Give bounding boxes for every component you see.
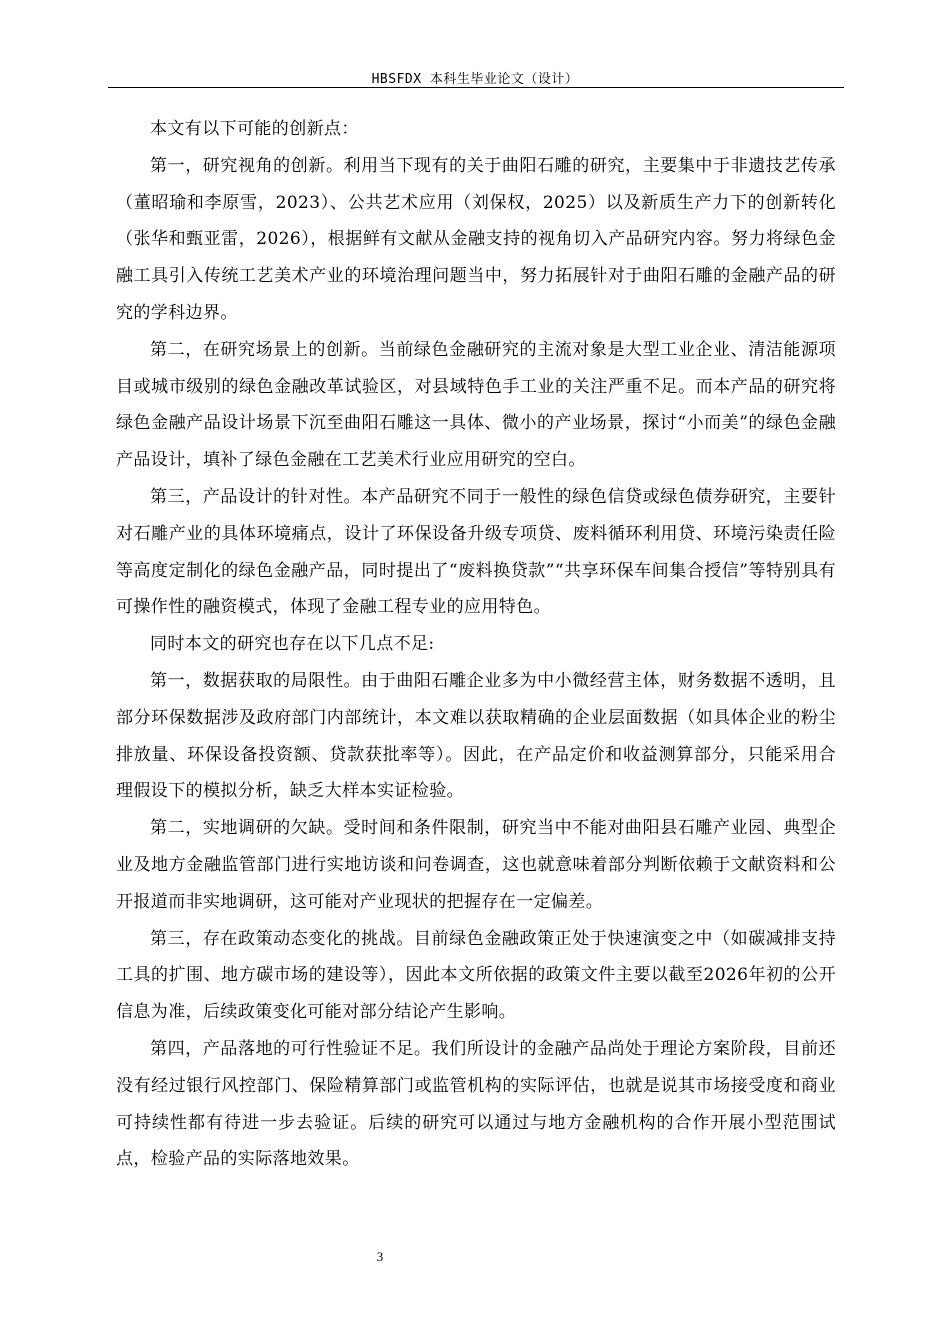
paragraph-limitations-intro: 同时本文的研究也存在以下几点不足:	[150, 634, 435, 655]
running-header: HBSFDX 本科生毕业论文（设计）	[371, 72, 579, 87]
paragraph-limitation-2: 第二，实地调研的欠缺。受时间和条件限制，研究当中不能对曲阳县石雕产业园、典型企业及地方金融监管部门进行实地访谈和问卷调查，这也就意味着部分判断依赖于文献资料和公开报道而非实地调研，这可能对产业现状的把握存在一定偏差。	[116, 818, 836, 912]
header-divider	[108, 87, 844, 88]
document-body	[116, 111, 836, 1178]
page-number: 3	[376, 1249, 384, 1264]
paragraph-innovation-1: 第一，研究视角的创新。利用当下现有的关于曲阳石雕的研究，主要集中于非遗技艺传承（董昭瑜和李原雪，2023）、公共艺术应用（刘保权，2025）以及新质生产力下的创新转化（张华和甄亚雷，2026），根据鲜有文献从金融支持的视角切入产品研究内容。努力将绿色金融工具引入传统工艺美术产业的环境治理问题当中，努力拓展针对于曲阳石雕的金融产品的研究的学科边界。	[116, 155, 836, 323]
paragraph-limitation-1: 第一，数据获取的局限性。由于曲阳石雕企业多为中小微经营主体，财务数据不透明，且部分环保数据涉及政府部门内部统计，本文难以获取精确的企业层面数据（如具体企业的粉尘排放量、环保设备投资额、贷款获批率等）。因此，在产品定价和收益测算部分，只能采用合理假设下的模拟分析，缺乏大样本实证检验。	[116, 670, 836, 802]
paragraph-innovation-2: 第二，在研究场景上的创新。当前绿色金融研究的主流对象是大型工业企业、清洁能源项目或城市级别的绿色金融改革试验区，对县域特色手工业的关注严重不足。而本产品的研究将绿色金融产品设计场景下沉至曲阳石雕这一具体、微小的产业场景，探讨“小而美”的绿色金融产品设计，填补了绿色金融在工艺美术行业应用研究的空白。	[116, 339, 836, 471]
paragraph-limitation-4: 第四，产品落地的可行性验证不足。我们所设计的金融产品尚处于理论方案阶段，目前还没有经过银行风控部门、保险精算部门或监管机构的实际评估，也就是说其市场接受度和商业可持续性都有待进一步去验证。后续的研究可以通过与地方金融机构的合作开展小型范围试点，检验产品的实际落地效果。	[116, 1038, 836, 1170]
paragraph-innovation-intro: 本文有以下可能的创新点：	[150, 119, 359, 139]
paragraph-limitation-3: 第三，存在政策动态变化的挑战。目前绿色金融政策正处于快速演变之中（如碳减排支持工具的扩围、地方碳市场的建设等），因此本文所依据的政策文件主要以截至2026年初的公开信息为准，后续政策变化可能对部分结论产生影响。	[116, 928, 836, 1023]
paragraph-innovation-3: 第三，产品设计的针对性。本产品研究不同于一般性的绿色信贷或绿色债券研究，主要针对石雕产业的具体环境痛点，设计了环保设备升级专项贷、废料循环利用贷、环境污染责任险等高度定制化的绿色金融产品，同时提出了“废料换贷款”“共享环保车间集合授信”等特别具有可操作性的融资模式，体现了金融工程专业的应用特色。	[116, 486, 836, 618]
